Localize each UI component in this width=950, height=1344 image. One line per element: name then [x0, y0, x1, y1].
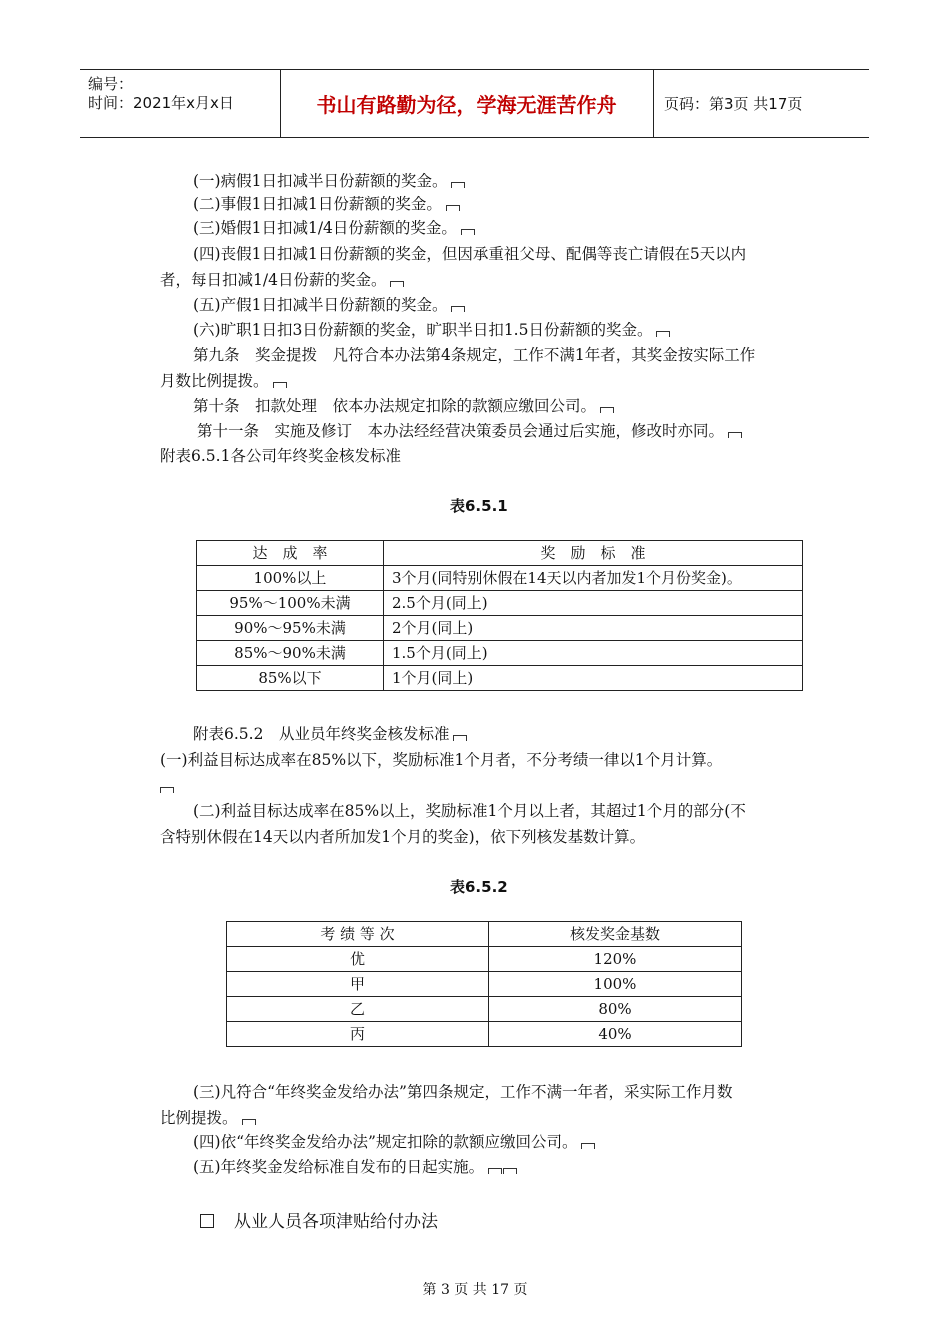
table-cell: 85%以下: [197, 666, 384, 691]
text-line: 第十一条 实施及修订 本办法经经营决策委员会通过后实施，修改时亦同。: [197, 421, 742, 441]
paragraph-mark-icon: [461, 229, 475, 235]
table-cell: 85%～90%未满: [197, 641, 384, 666]
text-line: (三)凡符合“年终奖金发给办法”第四条规定，工作不满一年者，采实际工作月数: [193, 1083, 733, 1101]
table-row: [197, 566, 803, 591]
checkbox-square-icon: [200, 1214, 214, 1228]
text-line: (二)利益目标达成率在85%以上，奖励标准1个月以上者，其超过1个月的部分(不: [193, 802, 746, 820]
table-row: [227, 972, 742, 997]
text-line: 比例提拨。: [160, 1108, 256, 1128]
paragraph-mark-icon: [503, 1168, 517, 1174]
time-label: 时间：2021年x月x日: [88, 94, 234, 112]
text-line: 第十条 扣款处理 依本办法规定扣除的款额应缴回公司。: [193, 396, 614, 416]
text-line: 附表6.5.2 从业员年终奖金核发标准: [193, 724, 467, 744]
header-page-info: 页码：第3页 共17页: [664, 95, 803, 113]
paragraph-mark-icon: [656, 331, 670, 337]
page-footer: 第 3 页 共 17 页: [422, 1282, 528, 1298]
table-header-cell: 核发奖金基数: [489, 922, 742, 947]
table-cell: 3个月(同特别休假在14天以内者加发1个月份奖金)。: [384, 566, 803, 591]
table-row: [197, 616, 803, 641]
table-row: [227, 1022, 742, 1047]
table-cell: 100%以上: [197, 566, 384, 591]
text-line: (五)年终奖金发给标准自发布的日起实施。: [193, 1157, 517, 1177]
text-line: 月数比例提拨。: [160, 371, 287, 391]
table-header-cell: 奖 励 标 准: [384, 541, 803, 566]
table-cell: 40%: [489, 1022, 742, 1047]
text-line: [160, 776, 174, 796]
table-cell: 2个月(同上): [384, 616, 803, 641]
paragraph-mark-icon: [453, 735, 467, 741]
table-row: [197, 666, 803, 691]
table-cell: 1个月(同上): [384, 666, 803, 691]
paragraph-mark-icon: [581, 1143, 595, 1149]
table-cell: 95%～100%未满: [197, 591, 384, 616]
text-line: 第九条 奖金提拨 凡符合本办法第4条规定，工作不满1年者，其奖金按实际工作: [193, 346, 756, 364]
paragraph-mark-icon: [728, 432, 742, 438]
paragraph-mark-icon: [451, 306, 465, 312]
header-meta: [80, 70, 281, 137]
bonus-standard-table: [196, 540, 803, 691]
text-line: (三)婚假1日扣减1/4日份薪额的奖金。: [193, 218, 475, 238]
paragraph-mark-icon: [160, 787, 174, 793]
page-header: [80, 69, 869, 138]
text-line: 附表6.5.1各公司年终奖金核发标准: [160, 447, 401, 465]
text-line: (一)病假1日扣减半日份薪额的奖金。: [193, 171, 465, 191]
paragraph-mark-icon: [273, 382, 287, 388]
table-header-cell: 考 绩 等 次: [227, 922, 489, 947]
paragraph-mark-icon: [242, 1119, 256, 1125]
table-cell: 1.5个月(同上): [384, 641, 803, 666]
text-line: (一)利益目标达成率在85%以下，奖励标准1个月者，不分考绩一律以1个月计算。: [160, 751, 723, 769]
text-line: (五)产假1日扣减半日份薪额的奖金。: [193, 295, 465, 315]
bonus-base-table: [226, 921, 742, 1047]
table-row: [227, 997, 742, 1022]
paragraph-mark-icon: [600, 407, 614, 413]
paragraph-mark-icon: [451, 182, 465, 188]
text-line: 含特别休假在14天以内者所加发1个月的奖金)，依下列核发基数计算。: [160, 828, 646, 846]
table-header-row: [227, 922, 742, 947]
table-row: [227, 947, 742, 972]
table-row: [197, 641, 803, 666]
table-cell: 甲: [227, 972, 489, 997]
text-line: (四)丧假1日扣减1日份薪额的奖金，但因承重祖父母、配偶等丧亡请假在5天以内: [193, 245, 747, 263]
table-cell: 丙: [227, 1022, 489, 1047]
paragraph-mark-icon: [446, 205, 460, 211]
section-heading: 从业人员各项津贴给付办法: [200, 1207, 438, 1232]
table-cell: 80%: [489, 997, 742, 1022]
paragraph-mark-icon: [390, 281, 404, 287]
table-cell: 100%: [489, 972, 742, 997]
text-line: (六)旷职1日扣3日份薪额的奖金，旷职半日扣1.5日份薪额的奖金。: [193, 320, 670, 340]
table1-caption: 表6.5.1: [450, 497, 508, 515]
table2-caption: 表6.5.2: [450, 878, 508, 896]
text-line: (二)事假1日扣减1日份薪额的奖金。: [193, 194, 460, 214]
table-header-cell: 达 成 率: [197, 541, 384, 566]
text-line: 者，每日扣减1/4日份薪的奖金。: [160, 270, 404, 290]
number-label: 编号：: [88, 75, 134, 93]
table-header-row: [197, 541, 803, 566]
header-motto: 书山有路勤为径，学海无涯苦作舟: [280, 70, 654, 137]
text-line: (四)依“年终奖金发给办法”规定扣除的款额应缴回公司。: [193, 1132, 595, 1152]
table-cell: 乙: [227, 997, 489, 1022]
table-cell: 优: [227, 947, 489, 972]
table-cell: 120%: [489, 947, 742, 972]
table-cell: 90%～95%未满: [197, 616, 384, 641]
paragraph-mark-icon: [488, 1168, 502, 1174]
table-row: [197, 591, 803, 616]
table-cell: 2.5个月(同上): [384, 591, 803, 616]
